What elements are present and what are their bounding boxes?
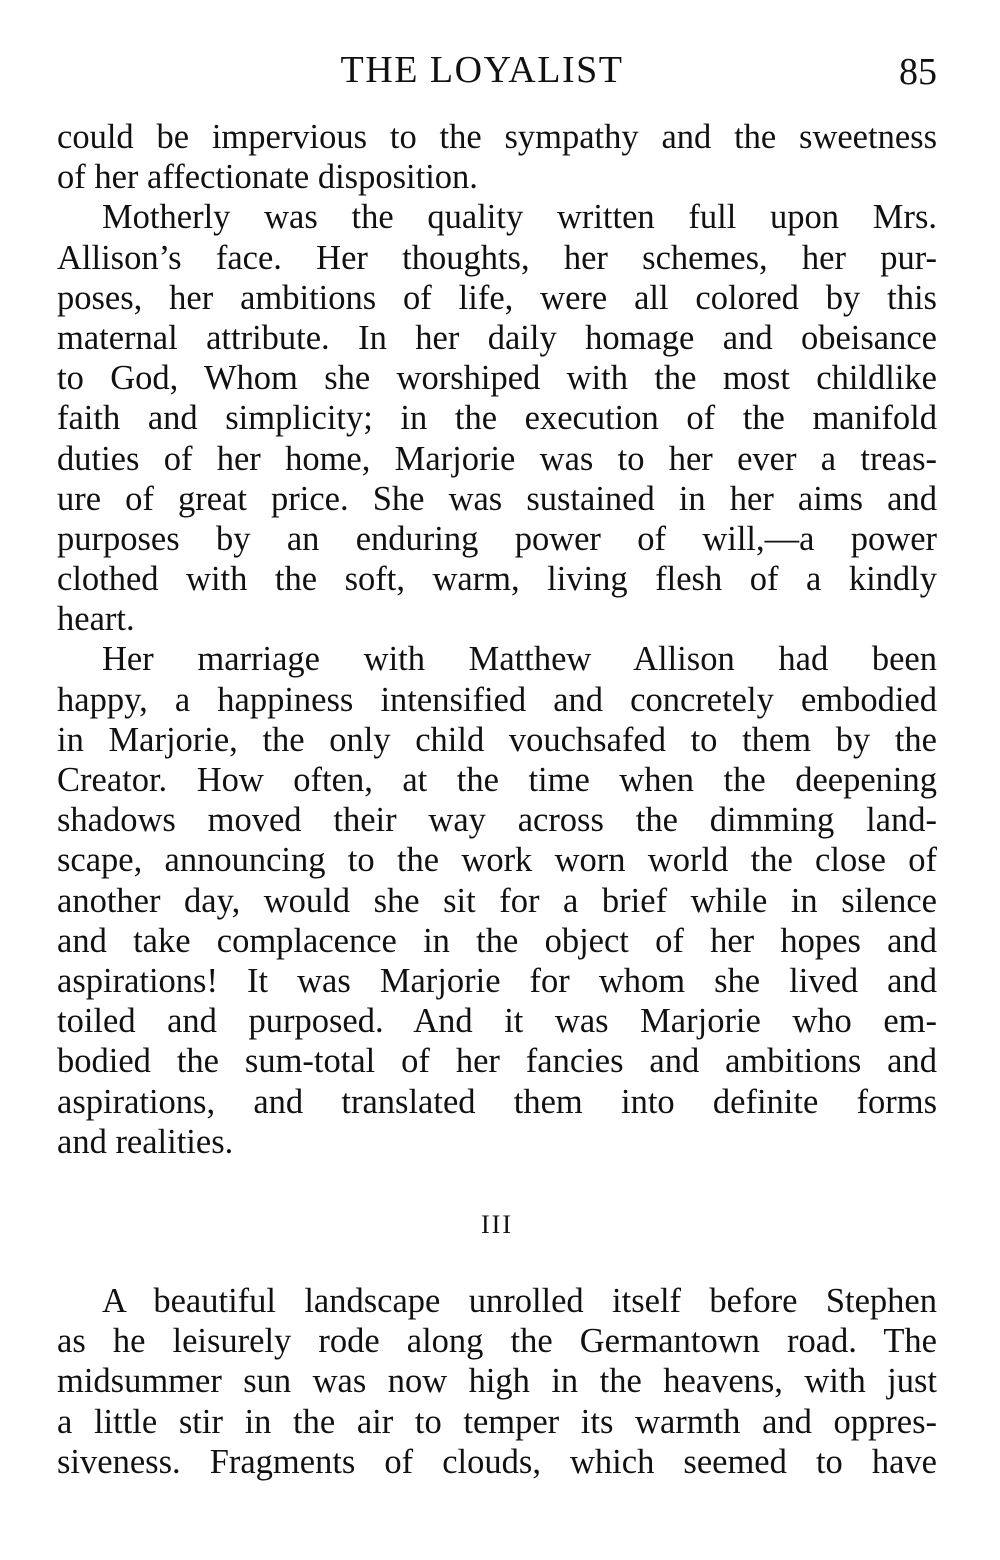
text-line: aspirations, and translated them into definite forms: [57, 1082, 937, 1121]
text-line: heart.: [57, 600, 135, 639]
text-line: maternal attribute. In her daily homage and obeisance: [57, 318, 937, 357]
text-line: and take complacence in the object of her hopes and: [57, 921, 937, 960]
text-line: faith and simplicity; in the execution of the manifold: [57, 399, 937, 438]
text-line: Motherly was the quality written full upon Mrs.: [102, 198, 937, 237]
text-line: Creator. How often, at the time when the deepening: [57, 761, 937, 799]
text-line: toiled and purposed. And it was Marjorie who em-: [57, 1002, 937, 1041]
text-line: to God, Whom she worshiped with the most childlike: [57, 359, 937, 398]
text-line: in Marjorie, the only child vouchsafed to them by the: [57, 720, 937, 759]
text-line: purposes by an enduring power of will,—a power: [57, 519, 937, 558]
text-line: as he leisurely rode along the Germantown road. The: [57, 1322, 937, 1361]
page-number: 85: [899, 51, 937, 93]
text-line: siveness. Fragments of clouds, which seemed to have: [57, 1442, 937, 1481]
text-line: Her marriage with Matthew Allison had been: [102, 640, 937, 679]
text-line: clothed with the soft, warm, living flesh of a kindly: [57, 560, 937, 599]
text-line: scape, announcing to the work worn world the close of: [57, 841, 937, 880]
text-line: aspirations! It was Marjorie for whom she lived and: [57, 961, 937, 1000]
text-line: Allison’s face. Her thoughts, her schemes, her pur-: [57, 238, 937, 277]
section-number: III: [481, 1210, 513, 1239]
text-line: of her affectionate disposition.: [57, 158, 478, 197]
text-line: a little stir in the air to temper its warmth and oppres-: [57, 1402, 937, 1441]
text-line: could be impervious to the sympathy and the sweetness: [57, 118, 937, 156]
text-line: poses, her ambitions of life, were all colored by this: [57, 278, 937, 317]
text-block-bottom: [57, 1281, 937, 1482]
text-line: bodied the sum-total of her fancies and ambitions and: [57, 1042, 937, 1081]
text-line: midsummer sun was now high in the heavens, with just: [57, 1362, 937, 1401]
running-title: THE LOYALIST: [340, 49, 624, 91]
text-line: A beautiful landscape unrolled itself before Stephen: [102, 1282, 937, 1320]
text-line: duties of her home, Marjorie was to her ever a treas-: [57, 439, 937, 478]
text-line: another day, would she sit for a brief while in silence: [57, 881, 937, 920]
text-line: shadows moved their way across the dimming land-: [57, 801, 937, 840]
text-line: ure of great price. She was sustained in her aims and: [57, 479, 937, 518]
book-page: [57, 0, 937, 1560]
text-line: happy, a happiness intensified and concretely embodied: [57, 680, 937, 719]
running-head: [57, 48, 937, 92]
text-line: and realities.: [57, 1122, 234, 1161]
text-block-top: [57, 117, 937, 1162]
